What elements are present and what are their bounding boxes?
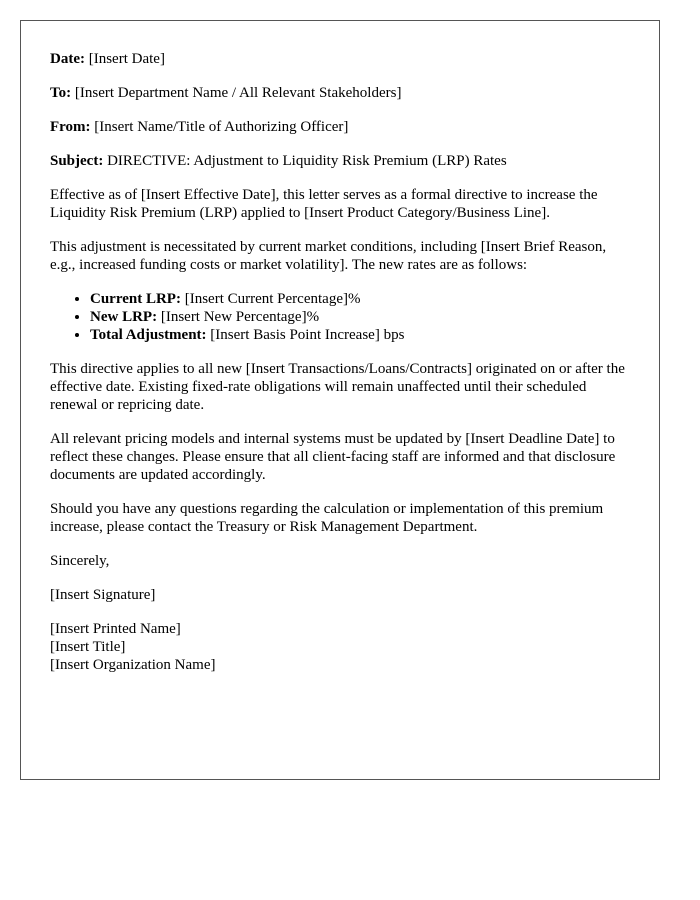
to-value: [Insert Department Name / All Relevant Stakeholders] <box>74 85 402 101</box>
rate-item-current <box>90 290 630 308</box>
rate-item-total <box>90 326 630 344</box>
body-paragraph-5: Should you have any questions regarding the calculation or implementation of this premium increase, please contact the Treasury or Risk Management Department. <box>50 501 604 535</box>
subject-label: Subject: <box>50 153 104 169</box>
rate-label: New LRP: <box>90 309 158 325</box>
date-value: [Insert Date] <box>88 51 165 67</box>
organization-name: [Insert Organization Name] <box>50 657 216 673</box>
from-label: From: <box>50 119 91 135</box>
letter-frame <box>20 20 660 780</box>
closing-salutation: Sincerely, <box>50 553 110 569</box>
date-line <box>50 50 630 68</box>
from-value: [Insert Name/Title of Authorizing Officer] <box>94 119 349 135</box>
rate-value: [Insert Current Percentage]% <box>184 291 361 307</box>
signatory-block <box>50 620 630 674</box>
signature-line: [Insert Signature] <box>50 587 156 603</box>
rate-label: Total Adjustment: <box>90 327 207 343</box>
subject-value: DIRECTIVE: Adjustment to Liquidity Risk Premium (LRP) Rates <box>107 153 507 169</box>
to-line <box>50 84 630 102</box>
subject-line <box>50 152 630 170</box>
to-label: To: <box>50 85 72 101</box>
body-paragraph-2: This adjustment is necessitated by current market conditions, including [Insert Brief Reason, e.g., increased funding costs or market volatility]. The new rates are as follows: <box>50 239 607 273</box>
rate-label: Current LRP: <box>90 291 181 307</box>
body-paragraph-1: Effective as of [Insert Effective Date], this letter serves as a formal directive to increase the Liquidity Risk Premium (LRP) applied to [Insert Product Category/Business Line]. <box>50 187 598 221</box>
signatory-title: [Insert Title] <box>50 639 126 655</box>
rate-item-new <box>90 308 630 326</box>
letter-content <box>50 50 630 674</box>
rate-value: [Insert Basis Point Increase] bps <box>210 327 405 343</box>
body-paragraph-3: This directive applies to all new [Insert Transactions/Loans/Contracts] originated on or after the effective date. Existing fixed-rate obligations will remain unaffected until their scheduled renewal or repricing date. <box>50 361 625 413</box>
date-label: Date: <box>50 51 85 67</box>
rate-value: [Insert New Percentage]% <box>160 309 320 325</box>
printed-name: [Insert Printed Name] <box>50 621 181 637</box>
rates-list <box>50 290 630 344</box>
body-paragraph-4: All relevant pricing models and internal systems must be updated by [Insert Deadline Date] to reflect these changes. Please ensure that all client-facing staff are informed and that disclosure documents are updated accordingly. <box>50 431 616 483</box>
from-line <box>50 118 630 136</box>
